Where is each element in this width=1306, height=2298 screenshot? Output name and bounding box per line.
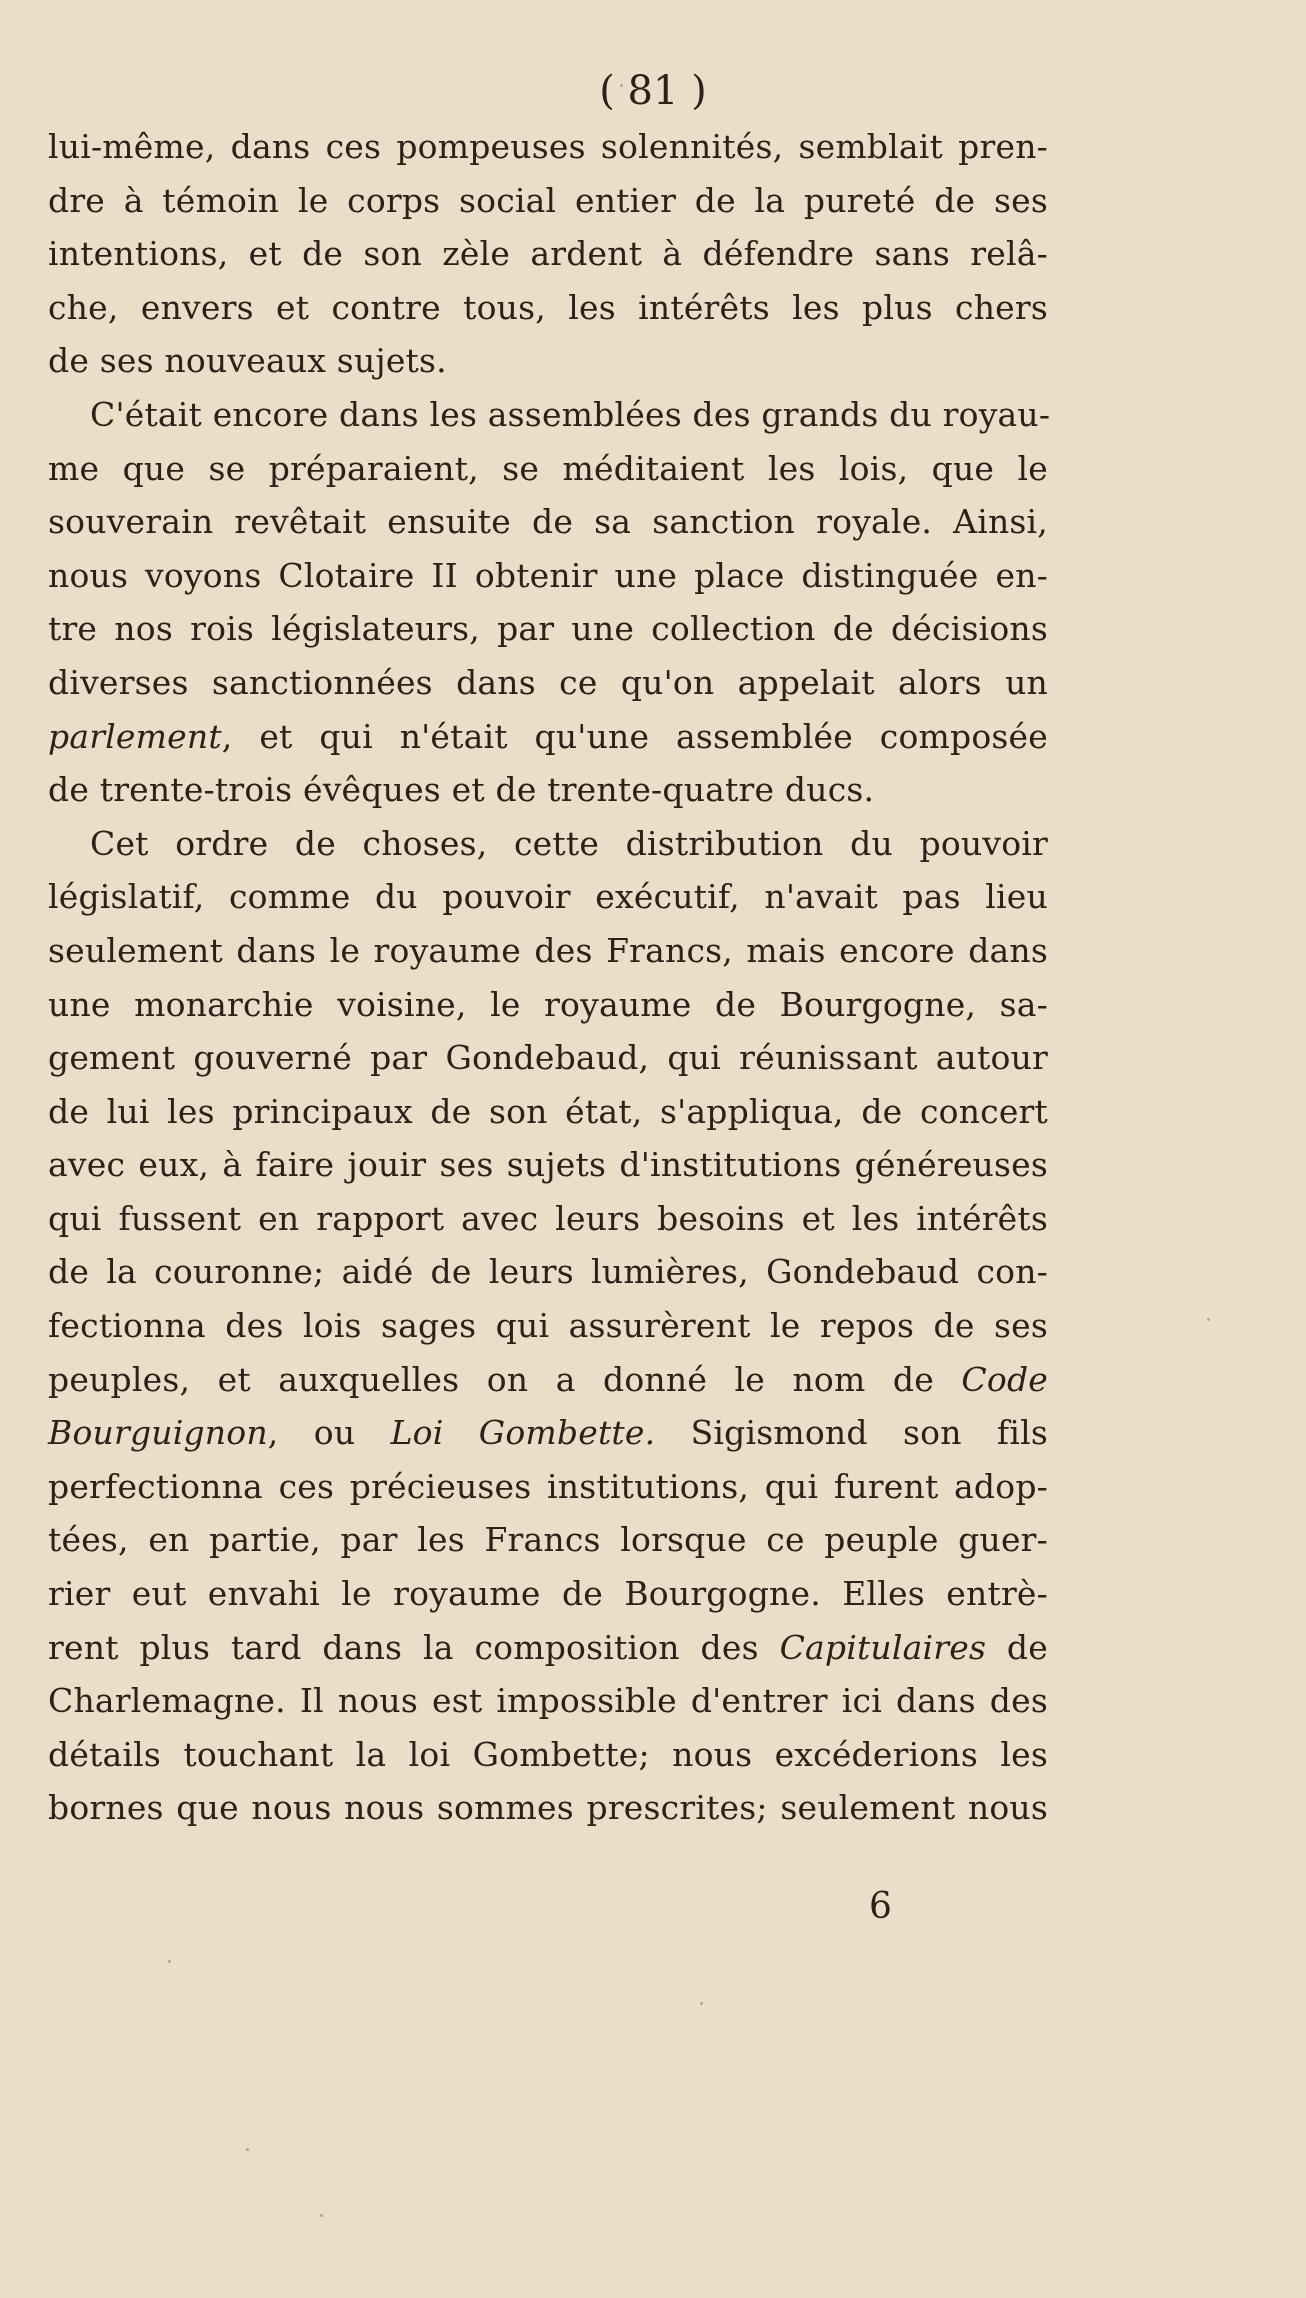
text-line: lui-même, dans ces pompeuses solennités, semblait pren- <box>48 127 1048 166</box>
text-line: bornes que nous nous sommes prescrites; seulement nous <box>48 1788 1048 1828</box>
text-line: perfectionna ces précieuses institutions, qui furent adop- <box>48 1466 1048 1506</box>
text-line: nous voyons Clotaire II obtenir une place distinguée en- <box>48 555 1048 595</box>
text-line: dre à témoin le corps social entier de la pureté de ses <box>48 180 1048 220</box>
italic-text: Bourguignon <box>48 1413 268 1453</box>
text-segment: de <box>986 1627 1048 1667</box>
text-line: de la couronne; aidé de leurs lumières, Gondebaud con- <box>48 1252 1048 1292</box>
text-line: seulement dans le royaume des Francs, mais encore dans <box>48 930 1048 970</box>
text-line: fectionna des lois sages qui assurèrent le repos de ses <box>48 1306 1048 1346</box>
text-line: de lui les principaux de son état, s'appliqua, de concert <box>48 1091 1048 1131</box>
text-line: de trente-trois évêques et de trente-quatre ducs. <box>48 770 875 810</box>
text-line: une monarchie voisine, le royaume de Bourgogne, sa- <box>48 984 1048 1024</box>
text-line: C'était encore dans les assemblées des grands du royau- <box>90 394 1051 434</box>
text-segment: , et qui n'était qu'une assemblée composée <box>221 716 1048 756</box>
text-line: Cet ordre de choses, cette distribution du pouvoir <box>90 823 1048 863</box>
text-line: intentions, et de son zèle ardent à défendre sans relâ- <box>48 234 1048 274</box>
text-line: tre nos rois législateurs, par une collection de décisions <box>48 609 1048 649</box>
text-line: détails touchant la loi Gombette; nous excéderions les <box>48 1734 1048 1774</box>
text-line: souverain revêtait ensuite de sa sanction royale. Ainsi, <box>48 502 1048 542</box>
text-line: Charlemagne. Il nous est impossible d'entrer ici dans des <box>48 1681 1048 1721</box>
text-line: tées, en partie, par les Francs lorsque ce peuple guer- <box>48 1520 1048 1560</box>
signature-mark: 6 <box>869 1886 892 1927</box>
italic-text: Code <box>961 1359 1048 1399</box>
text-line: me que se préparaient, se méditaient les lois, que le <box>48 448 1048 488</box>
italic-text: Capitulaires <box>779 1627 987 1667</box>
text-line: de ses nouveaux sujets. <box>48 341 447 381</box>
text-segment: , ou <box>267 1413 391 1453</box>
italic-text: Loi Gombette. <box>390 1413 656 1453</box>
text-line: qui fussent en rapport avec leurs besoins et les intérêts <box>48 1198 1048 1238</box>
text-line <box>48 1621 1048 1675</box>
text-line: gement gouverné par Gondebaud, qui réunissant autour <box>48 1038 1048 1078</box>
text-line: diverses sanctionnées dans ce qu'on appelait alors un <box>48 662 1048 702</box>
text-line <box>48 1353 1048 1407</box>
text-line <box>48 710 1048 764</box>
text-line: législatif, comme du pouvoir exécutif, n'avait pas lieu <box>48 877 1048 917</box>
text-segment: peuples, et auxquelles on a donné le nom de <box>48 1359 962 1399</box>
text-segment: rent plus tard dans la composition des <box>48 1627 780 1667</box>
text-line: avec eux, à faire jouir ses sujets d'institutions généreuses <box>48 1145 1048 1185</box>
text-line <box>48 1406 1048 1460</box>
text-segment: Sigismond son fils <box>655 1413 1048 1453</box>
text-line: rier eut envahi le royaume de Bourgogne. Elles entrè- <box>48 1574 1048 1614</box>
text-line: che, envers et contre tous, les intérêts les plus chers <box>48 287 1048 327</box>
page-number: ( 81 ) <box>599 68 707 114</box>
italic-text: parlement <box>48 716 222 756</box>
body-text <box>48 120 1051 1835</box>
